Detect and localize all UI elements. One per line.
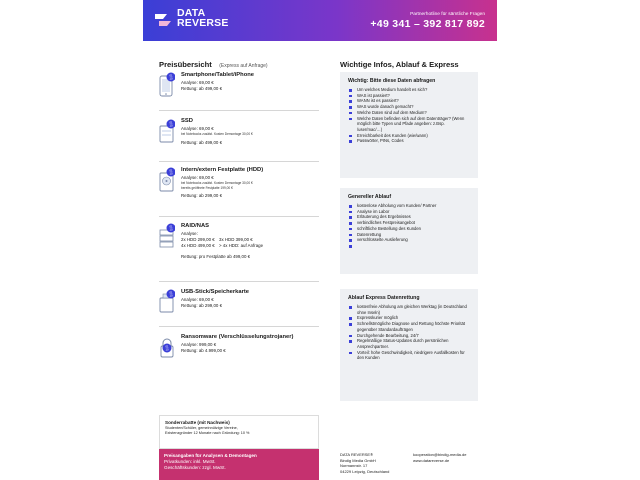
price-line: Analyse: 69,00 € <box>181 126 214 131</box>
price-line: Rettung: ab 299,00 € <box>181 303 223 309</box>
list-item: schriftliche Bestellung des Kunden <box>348 226 470 232</box>
list-item: Datenrettung <box>348 232 470 238</box>
price-item-body <box>181 118 321 146</box>
price-info-box <box>159 449 319 480</box>
list-item: Regelmäßige Status-Updates durch persönlichen Ansprechpartner. <box>348 338 470 349</box>
price-line: Rettung: ab 299,00 € <box>181 193 223 199</box>
divider <box>159 216 319 217</box>
usb-stick-icon <box>159 289 175 315</box>
hotline-label: Partnerhotline für sämtliche Fragen <box>410 12 485 17</box>
list-item: Welche Daten sind auf dem Medium? <box>348 110 470 116</box>
footer-email-link[interactable]: kooperation@bindig-media.de <box>413 452 467 457</box>
list-item: Expresskurier möglich <box>348 315 470 321</box>
price-item-title: Ransomware (Verschlüsselungstrojaner) <box>181 334 294 340</box>
list-item: WAS wurde danach gemacht? <box>348 104 470 110</box>
raid-price: 3x HDD 399,00 € <box>219 237 253 243</box>
divider <box>159 281 319 282</box>
discount-title: Sonderrabatte (mit Nachweis) <box>165 420 230 425</box>
list-item: Welche Daten befinden sich auf dem Datenträger? (Wenn möglich bitte Typen und Pfade angeben: z.Bsp. /user/mac/…) <box>348 116 470 133</box>
raid-price: > 4x HDD: auf Anfrage <box>219 243 264 249</box>
list-item: kostenlose Abholung vom Kunden/ Partner <box>348 203 470 209</box>
list-item: verschlüsselte Auslieferung <box>348 237 470 243</box>
badge-top-text: 01 <box>169 73 173 78</box>
info-box-general-process <box>340 188 478 274</box>
price-info-line: Geschäftskunden: zzgl. MwSt. <box>164 465 226 470</box>
list-item: Analyse im Labor <box>348 209 470 215</box>
info-box-required-data <box>340 72 478 178</box>
list-item: Vorteil: hohe Geschwindigkeit, niedrigere Ausfallkosten für den Kunden <box>348 350 470 361</box>
list-item: Schnellstmögliche Diagnose und Rettung höchste Priorität gegenüber Standardaufträgen <box>348 321 470 332</box>
info-heading <box>340 54 486 72</box>
header-banner <box>143 0 497 41</box>
price-item-body <box>181 167 321 199</box>
price-info-title: Preisangaben für Analysen & Demontagen <box>164 453 257 458</box>
hdd-icon <box>159 167 175 193</box>
price-item-title: SSD <box>181 118 193 124</box>
raid-price: 2x HDD 299,00 € <box>181 237 215 243</box>
price-line: Analyse: 69,00 € <box>181 175 214 180</box>
info-box-title: Ablauf Express Datenrettung <box>348 295 420 301</box>
price-line: Rettung: ab 499,00 € <box>181 86 223 92</box>
logo-line-1: DATA <box>177 7 206 19</box>
price-line: Analyse: 999,00 € <box>181 342 217 347</box>
price-item-title: Smartphone/Tablet/iPhone <box>181 72 255 78</box>
price-line: Rettung: ab 499,00 € <box>181 139 223 145</box>
price-line: Analyse: 69,00 € <box>181 297 214 302</box>
info-box-title: Genereller Ablauf <box>348 194 392 200</box>
price-note: bei Notebooks zusätzl. Kosten Demontage 30,00 € <box>181 181 253 186</box>
badge-top-text: 01 <box>169 224 173 229</box>
price-note: bereits geöffnete Festplatte 199,00 € <box>181 185 233 190</box>
footer-line: 04229 Leipzig, Deutschland <box>340 468 390 474</box>
footer-contact <box>413 452 466 463</box>
list-item: Passwörter, PINs, Codes <box>348 138 470 144</box>
badge-top-text: 01 <box>169 120 173 125</box>
footer-address <box>340 452 389 474</box>
price-line: Rettung: ab 4.999,00 € <box>181 348 226 354</box>
badge-top-text: 01 <box>165 344 169 349</box>
ransomware-lock-icon <box>159 334 175 360</box>
info-box-title: Wichtig: Bitte diese Daten abfragen <box>348 78 436 84</box>
price-line: Analyse: 69,00 € <box>181 80 214 85</box>
list-item: verbindliches Festpreisangebot <box>348 220 470 226</box>
price-overview-title: Preisübersicht <box>159 60 212 69</box>
info-title: Wichtige Infos, Ablauf & Express <box>340 60 459 69</box>
special-discount-box <box>159 415 319 449</box>
list-item: Durchgehende Bearbeitung, 24/7 <box>348 333 470 339</box>
raid-nas-icon <box>159 223 175 249</box>
logo <box>155 8 245 34</box>
list-item: kostenfreie Abholung am gleichen Werktag (in Deutschland ohne Inseln) <box>348 304 470 315</box>
ssd-icon <box>159 118 175 144</box>
logo-mark-icon <box>155 10 175 30</box>
price-item-body <box>181 223 321 260</box>
discount-line: Existenzgründer 12 Monate nach Gründung: 10 % <box>165 431 250 436</box>
badge-bottom-text: 10 <box>169 227 173 232</box>
price-info-line: Privatkunden: inkl. MwSt. <box>164 459 216 464</box>
footer-line: Normannstr. 17 <box>340 463 368 469</box>
logo-text <box>177 8 229 28</box>
list-item: WAS ist passiert? <box>348 93 470 99</box>
badge-top-text: 01 <box>169 290 173 295</box>
price-overview-heading <box>159 54 319 72</box>
badge-bottom-text: 10 <box>169 123 173 128</box>
info-box-list <box>340 304 478 361</box>
price-item-title: RAID/NAS <box>181 223 210 229</box>
badge-bottom-text: 10 <box>169 293 173 298</box>
logo-line-2: REVERSE <box>177 17 229 29</box>
info-box-list <box>340 203 478 243</box>
divider <box>159 326 319 327</box>
brochure-page <box>143 0 497 480</box>
price-item-body <box>181 289 321 309</box>
price-item-title: USB-Stick/Speicherkarte <box>181 289 249 295</box>
footer-line: DATA REVERSE® <box>340 452 374 457</box>
price-overview-subtitle: (Express auf Anfrage) <box>219 63 268 69</box>
info-box-express <box>340 289 478 401</box>
price-line: Rettung: pro Festplatte ab 499,00 € <box>181 253 251 259</box>
list-item: Erreichbarkeit des Kunden (wie/wann) <box>348 133 470 139</box>
footer-line: Bindig Media GmbH <box>340 457 376 463</box>
discount-line: Studenten/Schüler, gemeinnützige Vereine, <box>165 426 238 430</box>
divider <box>159 161 319 162</box>
badge-top-text: 01 <box>169 168 173 173</box>
footer-website-link[interactable]: www.datareverse.de <box>413 457 450 463</box>
phone-tablet-icon <box>159 72 175 98</box>
badge-bottom-text: 10 <box>169 171 173 176</box>
list-item: Um welches Medium handelt es sich? <box>348 87 470 93</box>
info-box-list <box>340 87 478 144</box>
list-item: Erläuterung des Ergebnisses <box>348 214 470 220</box>
divider <box>159 110 319 111</box>
price-line: Analyse: <box>181 231 198 236</box>
hotline-number[interactable]: +49 341 – 392 817 892 <box>370 18 485 30</box>
list-item: WANN ist es passiert? <box>348 98 470 104</box>
raid-price-row <box>181 243 321 249</box>
raid-price: 4x HDD 499,00 € <box>181 243 215 249</box>
badge-bottom-text: 10 <box>165 347 169 352</box>
badge-bottom-text: 10 <box>169 76 173 81</box>
price-item-body <box>181 72 321 92</box>
price-note: bei Notebooks zusätzl. Kosten Demontage 30,00 € <box>181 132 253 137</box>
price-item-body <box>181 334 321 354</box>
price-item-title: Intern/extern Festplatte (HDD) <box>181 167 264 173</box>
